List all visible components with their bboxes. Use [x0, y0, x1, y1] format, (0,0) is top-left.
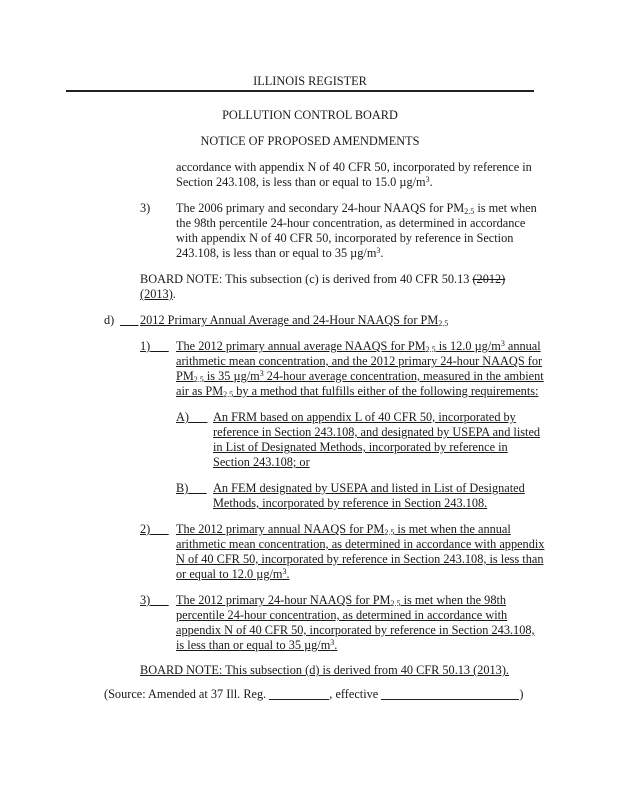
- agency-title: POLLUTION CONTROL BOARD: [222, 108, 398, 122]
- board-note-c-line-2: (2013).: [140, 287, 176, 301]
- header-rule: [66, 90, 534, 92]
- register-title: ILLINOIS REGISTER: [253, 74, 367, 88]
- inserted-year: (2013): [140, 287, 173, 301]
- sub-b-line-1: An FEM designated by USEPA and listed in List of Designated: [213, 481, 525, 495]
- item-d3-line-4: is less than or equal to 35 $\mu g/m^3$.: [176, 638, 338, 652]
- sub-b-line-2: Methods, incorporated by reference in Section 243.108.: [213, 496, 488, 510]
- item-d3-number: 3): [140, 593, 151, 607]
- item-d3-line-1: The 2012 primary 24-hour NAAQS for $PM_{2.5}$ is met when the 98th: [176, 593, 507, 608]
- item-c3-line-4: 243.108, is less than or equal to 35 $\mu g/m^3$.: [176, 246, 384, 260]
- section-d-tab-underline: [120, 313, 140, 328]
- item-c3-line-3: with appendix N of 40 CFR 50, incorporated by reference in Section: [176, 231, 514, 245]
- item-d2-line-3: N of 40 CFR 50, incorporated by reference in Section 243.108, is less than: [176, 552, 544, 566]
- section-d-heading: 2012 Primary Annual Average and 24-Hour NAAQS for $PM_{2.5}$: [140, 313, 449, 328]
- sub-a-line-1: An FRM based on appendix L of 40 CFR 50, incorporated by: [213, 410, 516, 424]
- item-d1-line-3: $PM_{2.5}$ is 35 $\mu g/m^3$ 24-hour average concentration, measured in the ambient: [176, 369, 544, 384]
- item-d1-line-2: arithmetic mean concentration, and the 2012 primary 24-hour NAAQS for: [176, 354, 543, 368]
- item-d3-line-2: percentile 24-hour concentration, as determined in accordance with: [176, 608, 508, 622]
- item-d3-line-3: appendix N of 40 CFR 50, incorporated by reference in Section 243.108,: [176, 623, 535, 637]
- item-d2-line-2: arithmetic mean concentration, as determined in accordance with appendix: [176, 537, 545, 551]
- item-d1-line-1: The 2012 primary annual average NAAQS for $PM_{2.5}$ is 12.0 $\mu g/m^3$ annual: [176, 339, 541, 354]
- continuation-line-1: accordance with appendix N of 40 CFR 50, incorporated by reference in: [176, 160, 532, 174]
- section-d-letter: d): [104, 313, 115, 327]
- item-d2-line-1: The 2012 primary annual NAAQS for $PM_{2.5}$ is met when the annual: [176, 522, 511, 537]
- item-d2-line-4: or equal to 12.0 $\mu g/m^3$.: [176, 567, 290, 581]
- board-note-d: BOARD NOTE: This subsection (d) is derived from 40 CFR 50.13 (2013).: [140, 663, 509, 677]
- item-c3-line-1: The 2006 primary and secondary 24-hour NAAQS for $PM_{2.5}$ is met when: [176, 201, 537, 216]
- source-line: (Source: Amended at 37 Ill. Reg. , effective ): [104, 687, 524, 701]
- item-d2-number: 2): [140, 522, 151, 536]
- sub-a-line-4: Section 243.108; or: [213, 455, 310, 469]
- item-c3-line-2: the 98th percentile 24-hour concentration, as determined in accordance: [176, 216, 526, 230]
- item-c3-number: 3): [140, 201, 151, 215]
- sub-a-line-3: in List of Designated Methods, incorporated by reference in: [213, 440, 508, 454]
- effective-date-blank: [381, 688, 519, 700]
- item-d1-line-4: air as $PM_{2.5}$ by a method that fulfills either of the following requirements:: [176, 384, 539, 399]
- deleted-year: (2012): [472, 272, 506, 286]
- board-note-c-line-1: BOARD NOTE: This subsection (c) is derived from 40 CFR 50.13 (2012): [140, 272, 506, 286]
- sub-a-number: A): [176, 410, 189, 424]
- continuation-line-2: Section 243.108, is less than or equal to 15.0 $\mu g/m^3$.: [176, 175, 433, 189]
- item-d1-number: 1): [140, 339, 151, 353]
- register-page-blank: [269, 688, 329, 700]
- sub-a-line-2: reference in Section 243.108, and designated by USEPA and listed: [213, 425, 541, 439]
- notice-title: NOTICE OF PROPOSED AMENDMENTS: [200, 134, 420, 148]
- sub-b-number: B): [176, 481, 189, 495]
